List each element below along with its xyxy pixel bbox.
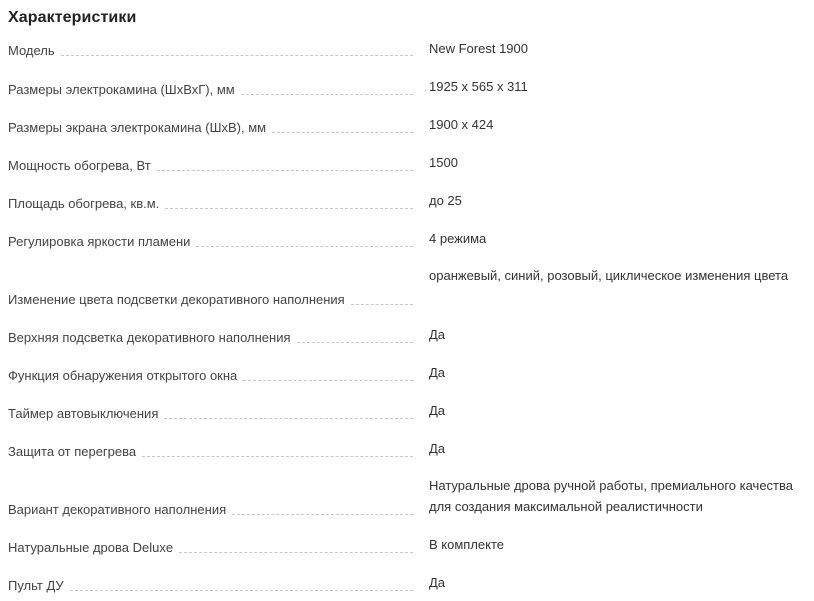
spec-key-label: Таймер автовыключения bbox=[8, 405, 164, 423]
spec-key bbox=[8, 577, 413, 595]
dotted-leader bbox=[142, 456, 413, 457]
spec-key-label: Пульт ДУ bbox=[8, 577, 70, 595]
spec-key-label: Натуральные дрова Deluxe bbox=[8, 539, 179, 557]
spec-key bbox=[8, 233, 413, 251]
spec-key bbox=[8, 405, 413, 423]
spec-value: 4 режима bbox=[429, 231, 487, 246]
spec-value: Да bbox=[429, 441, 446, 456]
spec-key bbox=[8, 329, 413, 347]
spec-key bbox=[8, 501, 413, 519]
spec-value: 1925 x 565 x 311 bbox=[429, 79, 528, 94]
spec-value: 1500 bbox=[429, 155, 458, 170]
dotted-leader bbox=[241, 94, 413, 95]
spec-value: В комплекте bbox=[429, 537, 505, 552]
spec-value: Натуральные дрова ручной работы, премиального качества для создания максимальной реалистичности bbox=[429, 478, 793, 514]
spec-key-label: Вариант декоративного наполнения bbox=[8, 501, 232, 519]
spec-value: оранжевый, синий, розовый, циклическое изменения цвета bbox=[429, 268, 789, 283]
spec-key bbox=[8, 539, 413, 557]
dotted-leader bbox=[165, 208, 413, 209]
spec-key bbox=[8, 291, 413, 309]
dotted-leader bbox=[297, 342, 413, 343]
spec-key bbox=[8, 157, 413, 175]
spec-key-label: Регулировка яркости пламени bbox=[8, 233, 196, 251]
spec-value: Да bbox=[429, 365, 446, 380]
spec-key bbox=[8, 81, 413, 99]
spec-key bbox=[8, 367, 413, 385]
dotted-leader bbox=[70, 590, 413, 591]
spec-value: Да bbox=[429, 575, 446, 590]
page-title: Характеристики bbox=[8, 9, 137, 26]
spec-key bbox=[8, 42, 413, 60]
spec-value: New Forest 1900 bbox=[429, 41, 528, 56]
spec-key bbox=[8, 195, 413, 213]
spec-key-label: Площадь обогрева, кв.м. bbox=[8, 195, 165, 213]
spec-value: 1900 x 424 bbox=[429, 117, 494, 132]
spec-key bbox=[8, 119, 413, 137]
spec-key bbox=[8, 443, 413, 461]
dotted-leader bbox=[232, 514, 413, 515]
dotted-leader bbox=[196, 246, 413, 247]
dotted-leader bbox=[164, 418, 413, 419]
dotted-leader bbox=[243, 380, 413, 381]
dotted-leader bbox=[157, 170, 413, 171]
dotted-leader bbox=[179, 552, 413, 553]
dotted-leader bbox=[351, 304, 413, 305]
spec-key-label: Модель bbox=[8, 42, 61, 60]
dotted-leader bbox=[272, 132, 413, 133]
spec-key-label: Размеры экрана электрокамина (ШхВ), мм bbox=[8, 119, 272, 137]
spec-key-label: Функция обнаружения открытого окна bbox=[8, 367, 243, 385]
spec-value: Да bbox=[429, 327, 446, 342]
spec-value: до 25 bbox=[429, 193, 462, 208]
spec-key-label: Мощность обогрева, Вт bbox=[8, 157, 157, 175]
spec-key-label: Защита от перегрева bbox=[8, 443, 142, 461]
dotted-leader bbox=[61, 55, 413, 56]
spec-key-label: Верхняя подсветка декоративного наполнения bbox=[8, 329, 297, 347]
spec-key-label: Изменение цвета подсветки декоративного наполнения bbox=[8, 291, 351, 309]
spec-key-label: Размеры электрокамина (ШхВхГ), мм bbox=[8, 81, 241, 99]
spec-value: Да bbox=[429, 403, 446, 418]
